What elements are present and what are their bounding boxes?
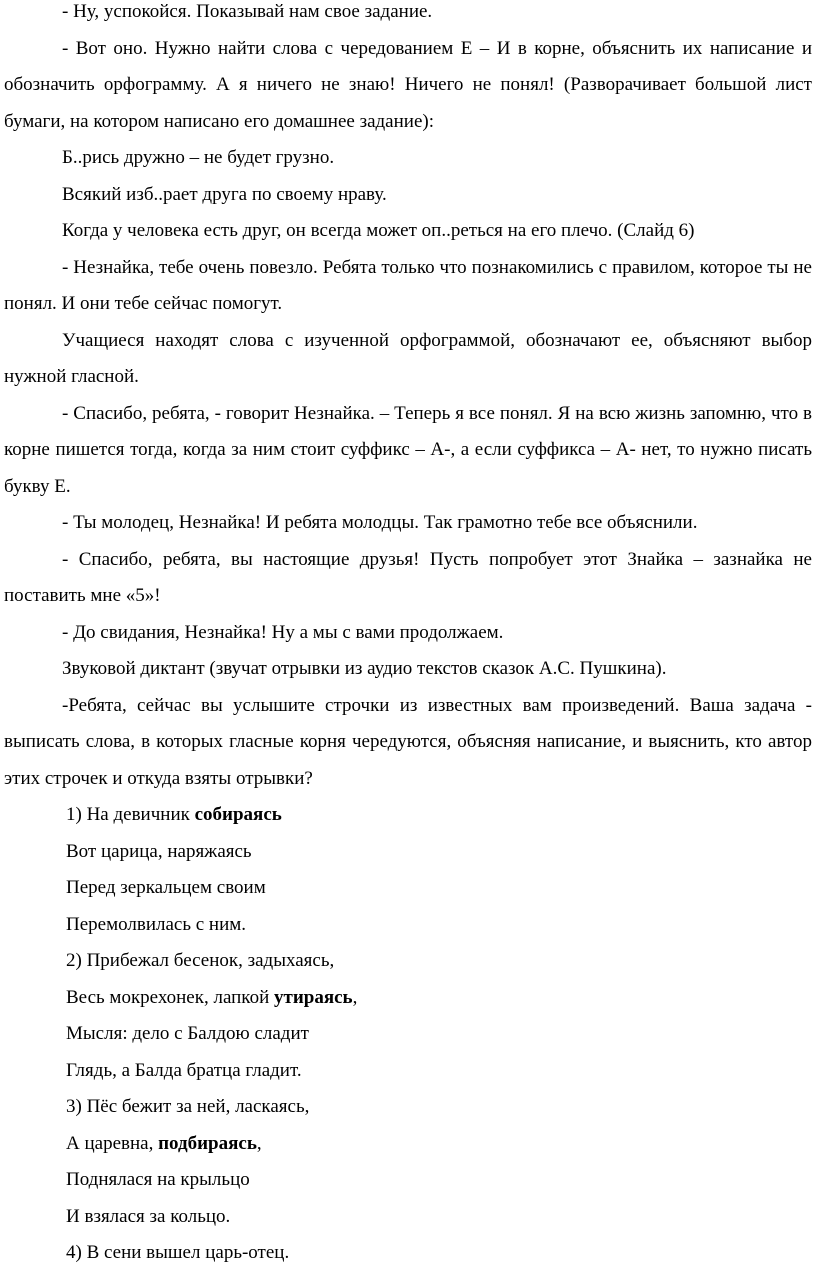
verse-line: 3) Пёс бежит за ней, ласкаясь,	[66, 1096, 310, 1117]
paragraph: Когда у человека есть друг, он всегда может оп..реться на его плечо. (Слайд 6)	[62, 220, 695, 241]
paragraph: -Ребята, сейчас вы услышите строчки из известных вам произведений. Ваша задача - выписать слова, в которых гласные корня чередуются, объясняя написание, и выяснить, кто автор этих строчек и откуда взяты отрывки?	[4, 694, 812, 789]
paragraph: - Спасибо, ребята, вы настоящие друзья! Пусть попробует этот Знайка – зазнайка не поставить мне «5»!	[4, 548, 812, 606]
paragraph: Б..рись дружно – не будет грузно.	[62, 147, 335, 168]
verse-line: Глядь, а Балда братца гладит.	[66, 1059, 302, 1081]
verse-line: Перемолвилась с ним.	[66, 913, 247, 935]
verse-bold-word: подбираясь	[158, 1132, 257, 1154]
verse-line: Вот царица, наряжаясь	[66, 840, 252, 862]
verse-line: Мысля: дело с Балдою сладит	[66, 1023, 309, 1044]
paragraph: Всякий изб..рает друга по своему нраву.	[62, 183, 387, 205]
verse-line	[4, 1126, 812, 1163]
verse-text: ,	[256, 1132, 262, 1154]
verse-text: ,	[352, 986, 358, 1008]
paragraph: - Вот оно. Нужно найти слова с чередованием Е – И в корне, объяснить их написание и обозначить орфограмму. А я ничего не знаю! Ничего не понял! (Разворачивает большой лист бумаги, на котором написано его домашнее задание):	[4, 37, 812, 132]
verse-bold-word: собираясь	[194, 804, 282, 825]
verse-line: 4) В сени вышел царь-отец.	[66, 1242, 290, 1263]
verse-line	[4, 980, 812, 1017]
verse-bold-word: утираясь	[274, 986, 353, 1008]
paragraph: - Незнайка, тебе очень повезло. Ребята только что познакомились с правилом, которое ты не понял. И они тебе сейчас помогут.	[4, 256, 812, 314]
verse-line: И взялася за кольцо.	[66, 1205, 231, 1227]
verse-line: 2) Прибежал бесенок, задыхаясь,	[66, 950, 335, 971]
paragraph: Звуковой диктант (звучат отрывки из аудио текстов сказок А.С. Пушкина).	[62, 658, 667, 679]
paragraph: - До свидания, Незнайка! Ну а мы с вами продолжаем.	[62, 621, 504, 643]
verse-line: Поднялася на крыльцо	[66, 1169, 250, 1190]
verse-text: А царевна,	[66, 1132, 159, 1154]
paragraph: - Ну, успокойся. Показывай нам свое задание.	[62, 1, 433, 22]
verse-text: 1) На девичник	[66, 804, 195, 825]
verse-text: Весь мокрехонек, лапкой	[66, 986, 274, 1008]
paragraph: Учащиеся находят слова с изученной орфограммой, обозначают ее, объясняют выбор нужной гласной.	[4, 329, 812, 387]
verse-line	[4, 797, 812, 834]
paragraph: - Спасибо, ребята, - говорит Незнайка. – Теперь я все понял. Я на всю жизнь запомню, что в корне пишется тогда, когда за ним стоит суффикс – А-, а если суффикса – А- нет, то нужно писать букву Е.	[4, 402, 812, 497]
verse-line: Перед зеркальцем своим	[66, 877, 266, 898]
paragraph: - Ты молодец, Незнайка! И ребята молодцы. Так грамотно тебе все объяснили.	[62, 512, 698, 533]
